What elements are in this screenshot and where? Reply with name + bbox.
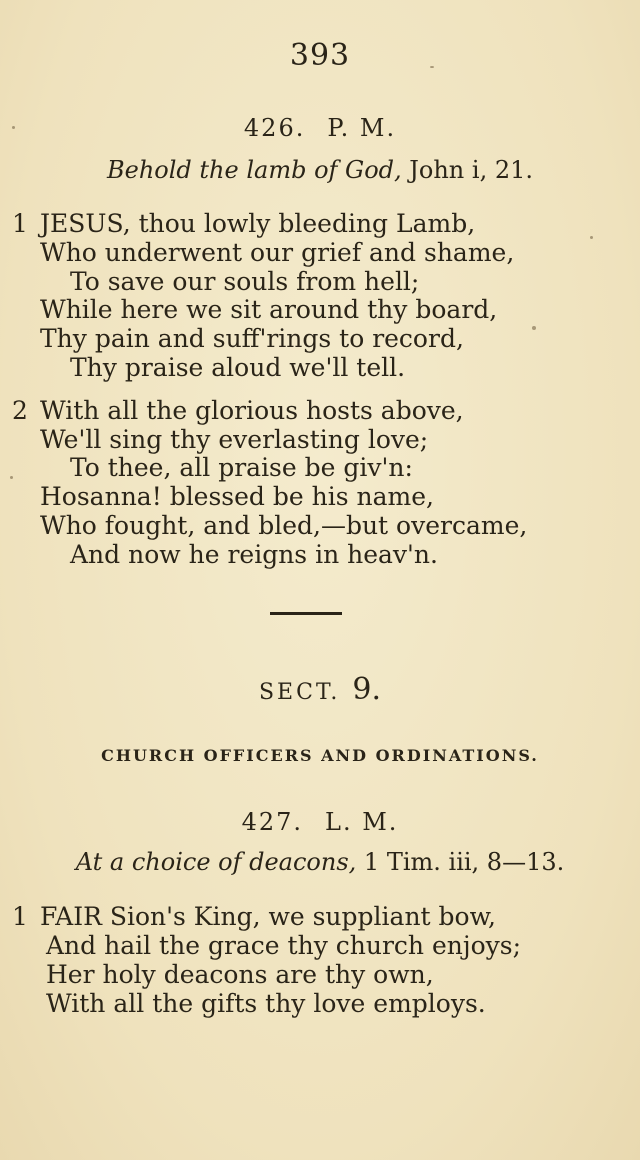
paper-speck bbox=[10, 476, 13, 479]
verse-line: To save our souls from hell; bbox=[70, 267, 420, 296]
verse-line: To thee, all praise be giv'n: bbox=[70, 453, 413, 482]
paper-speck bbox=[590, 236, 593, 239]
verse-line: With all the glorious hosts above, bbox=[40, 396, 464, 425]
hymn-427-number: 427. bbox=[241, 808, 304, 836]
verse-line: FAIR Sion's King, we suppliant bow, bbox=[40, 902, 496, 931]
section-number: 9. bbox=[352, 672, 382, 707]
hymn-426-number: 426. bbox=[243, 114, 306, 142]
stanza-number: 1 bbox=[12, 209, 28, 238]
hymn-426-meter: P. M. bbox=[327, 114, 397, 142]
verse-line: Thy praise aloud we'll tell. bbox=[70, 353, 406, 382]
paper-speck bbox=[532, 326, 536, 330]
verse-line: And hail the grace thy church enjoys; bbox=[46, 931, 522, 960]
section-divider bbox=[270, 612, 342, 615]
hymn-427-meter: L. M. bbox=[325, 808, 399, 836]
verse-line: Who fought, and bled,—but overcame, bbox=[40, 511, 528, 540]
verse-line: Hosanna! blessed be his name, bbox=[40, 482, 434, 511]
verse-line: Thy pain and suff'rings to record, bbox=[40, 324, 464, 353]
verse-line: With all the gifts thy love employs. bbox=[46, 989, 486, 1018]
verse-line: While here we sit around thy board, bbox=[40, 295, 498, 324]
hymn-426-scripture-ref: John i, 21. bbox=[409, 156, 533, 184]
hymn-427-subtitle-text: At a choice of deacons, bbox=[75, 848, 357, 876]
hymn-427-heading bbox=[0, 808, 640, 836]
paper-speck bbox=[12, 126, 15, 129]
verse-line: We'll sing thy everlasting love; bbox=[40, 425, 429, 454]
hymn-426-subtitle bbox=[0, 156, 640, 184]
paper-speck bbox=[430, 66, 434, 68]
hymn-426-subtitle-text: Behold the lamb of God, bbox=[106, 156, 402, 184]
section-label: SECT. bbox=[258, 680, 341, 705]
section-heading bbox=[0, 672, 640, 707]
section-title: CHURCH OFFICERS AND ORDINATIONS. bbox=[101, 746, 539, 765]
hymn-427-scripture-ref: 1 Tim. iii, 8—13. bbox=[363, 848, 565, 876]
hymn-426-heading bbox=[0, 114, 640, 142]
verse-line: JESUS, thou lowly bleeding Lamb, bbox=[40, 209, 476, 238]
verse-line: Her holy deacons are thy own, bbox=[46, 960, 434, 989]
verse-line: And now he reigns in heav'n. bbox=[70, 540, 438, 569]
stanza-number: 2 bbox=[12, 396, 28, 425]
stanza-number: 1 bbox=[12, 902, 28, 931]
hymn-427-subtitle bbox=[0, 848, 640, 876]
verse-line: Who underwent our grief and shame, bbox=[40, 238, 515, 267]
page-number: 393 bbox=[289, 38, 351, 73]
